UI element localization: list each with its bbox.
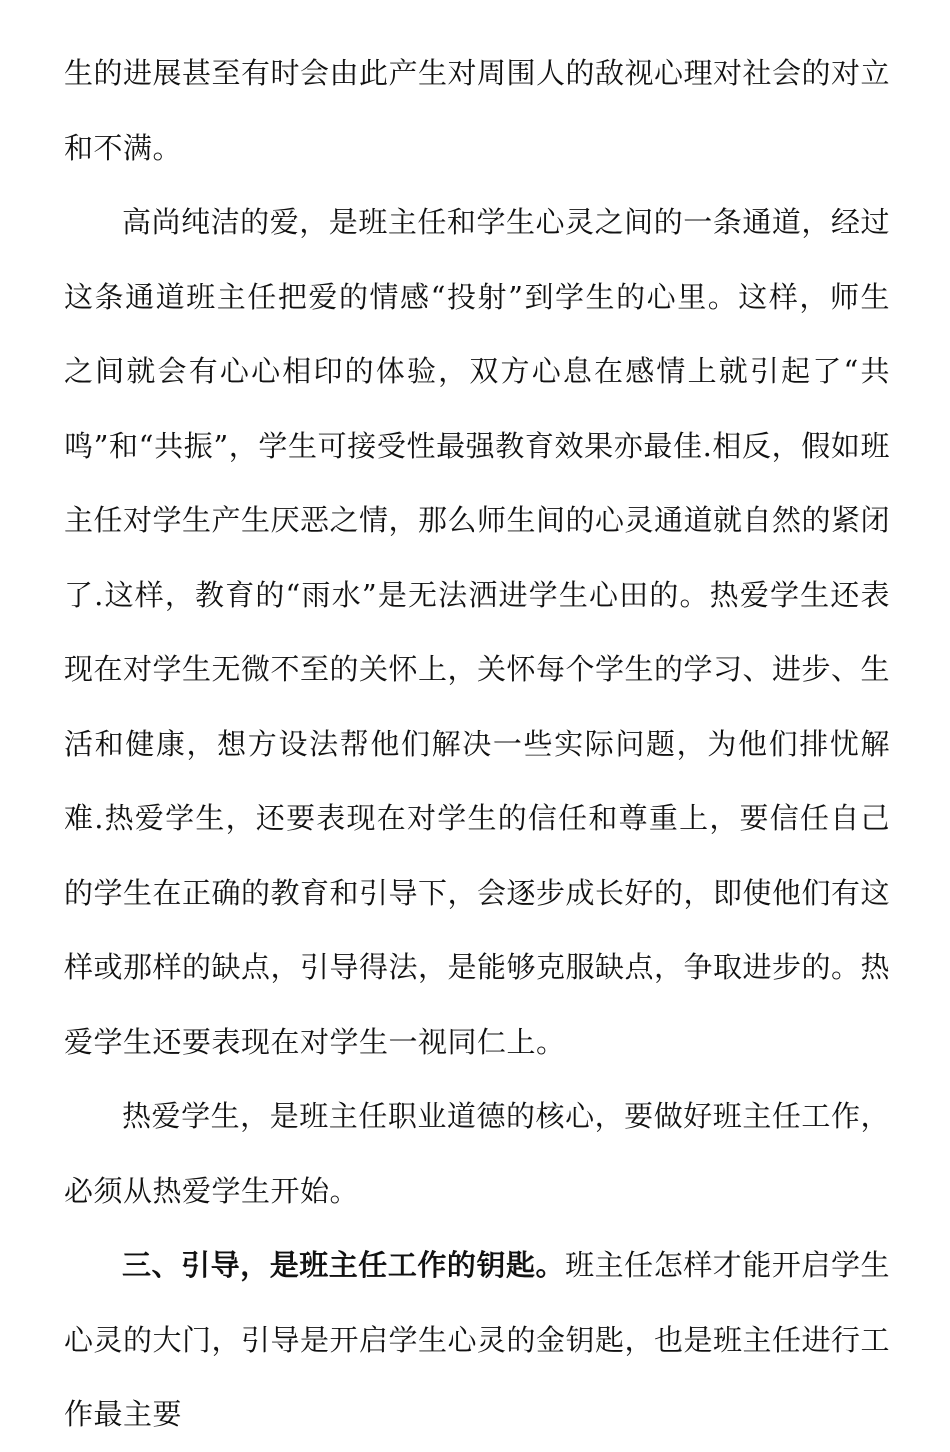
section-heading: 三、引导，是班主任工作的钥匙。 <box>122 1248 566 1282</box>
document-page <box>64 36 890 1452</box>
paragraph-2-text: 高尚纯洁的爱，是班主任和学生心灵之间的一条通道，经过这条通道班主任把爱的情感“投射”到学生的心里。这样，师生之间就会有心心相印的体验，双方心息在感情上就引起了“共鸣”和“共振”，学生可接受性最强教育效果亦最佳.相反，假如班主任对学生产生厌恶之情，那么师生间的心灵通道就自然的紧闭了.这样，教育的“雨水”是无法洒进学生心田的。热爱学生还表现在对学生无微不至的关怀上，关怀每个学生的学习、进步、生活和健康，想方设法帮他们解决一些实际问题，为他们排忧解难.热爱学生，还要表现在对学生的信任和尊重上，要信任自己的学生在正确的教育和引导下，会逐步成长好的，即使他们有这样或那样的缺点，引导得法，是能够克服缺点，争取进步的。热爱学生还要表现在对学生一视同仁上。 <box>64 205 891 1059</box>
paragraph-1-text: 生的进展甚至有时会由此产生对周围人的敌视心理对社会的对立和不满。 <box>64 56 891 165</box>
paragraph-3 <box>64 1079 890 1228</box>
paragraph-4-text: 班主任怎样才能开启学生心灵的大门，引导是开启学生心灵的金钥匙，也是班主任进行工作最主要 <box>64 1248 891 1431</box>
paragraph-2 <box>64 185 890 1079</box>
paragraph-4 <box>64 1228 890 1452</box>
paragraph-1 <box>64 36 890 185</box>
paragraph-3-text: 热爱学生，是班主任职业道德的核心，要做好班主任工作，必须从热爱学生开始。 <box>64 1099 890 1208</box>
